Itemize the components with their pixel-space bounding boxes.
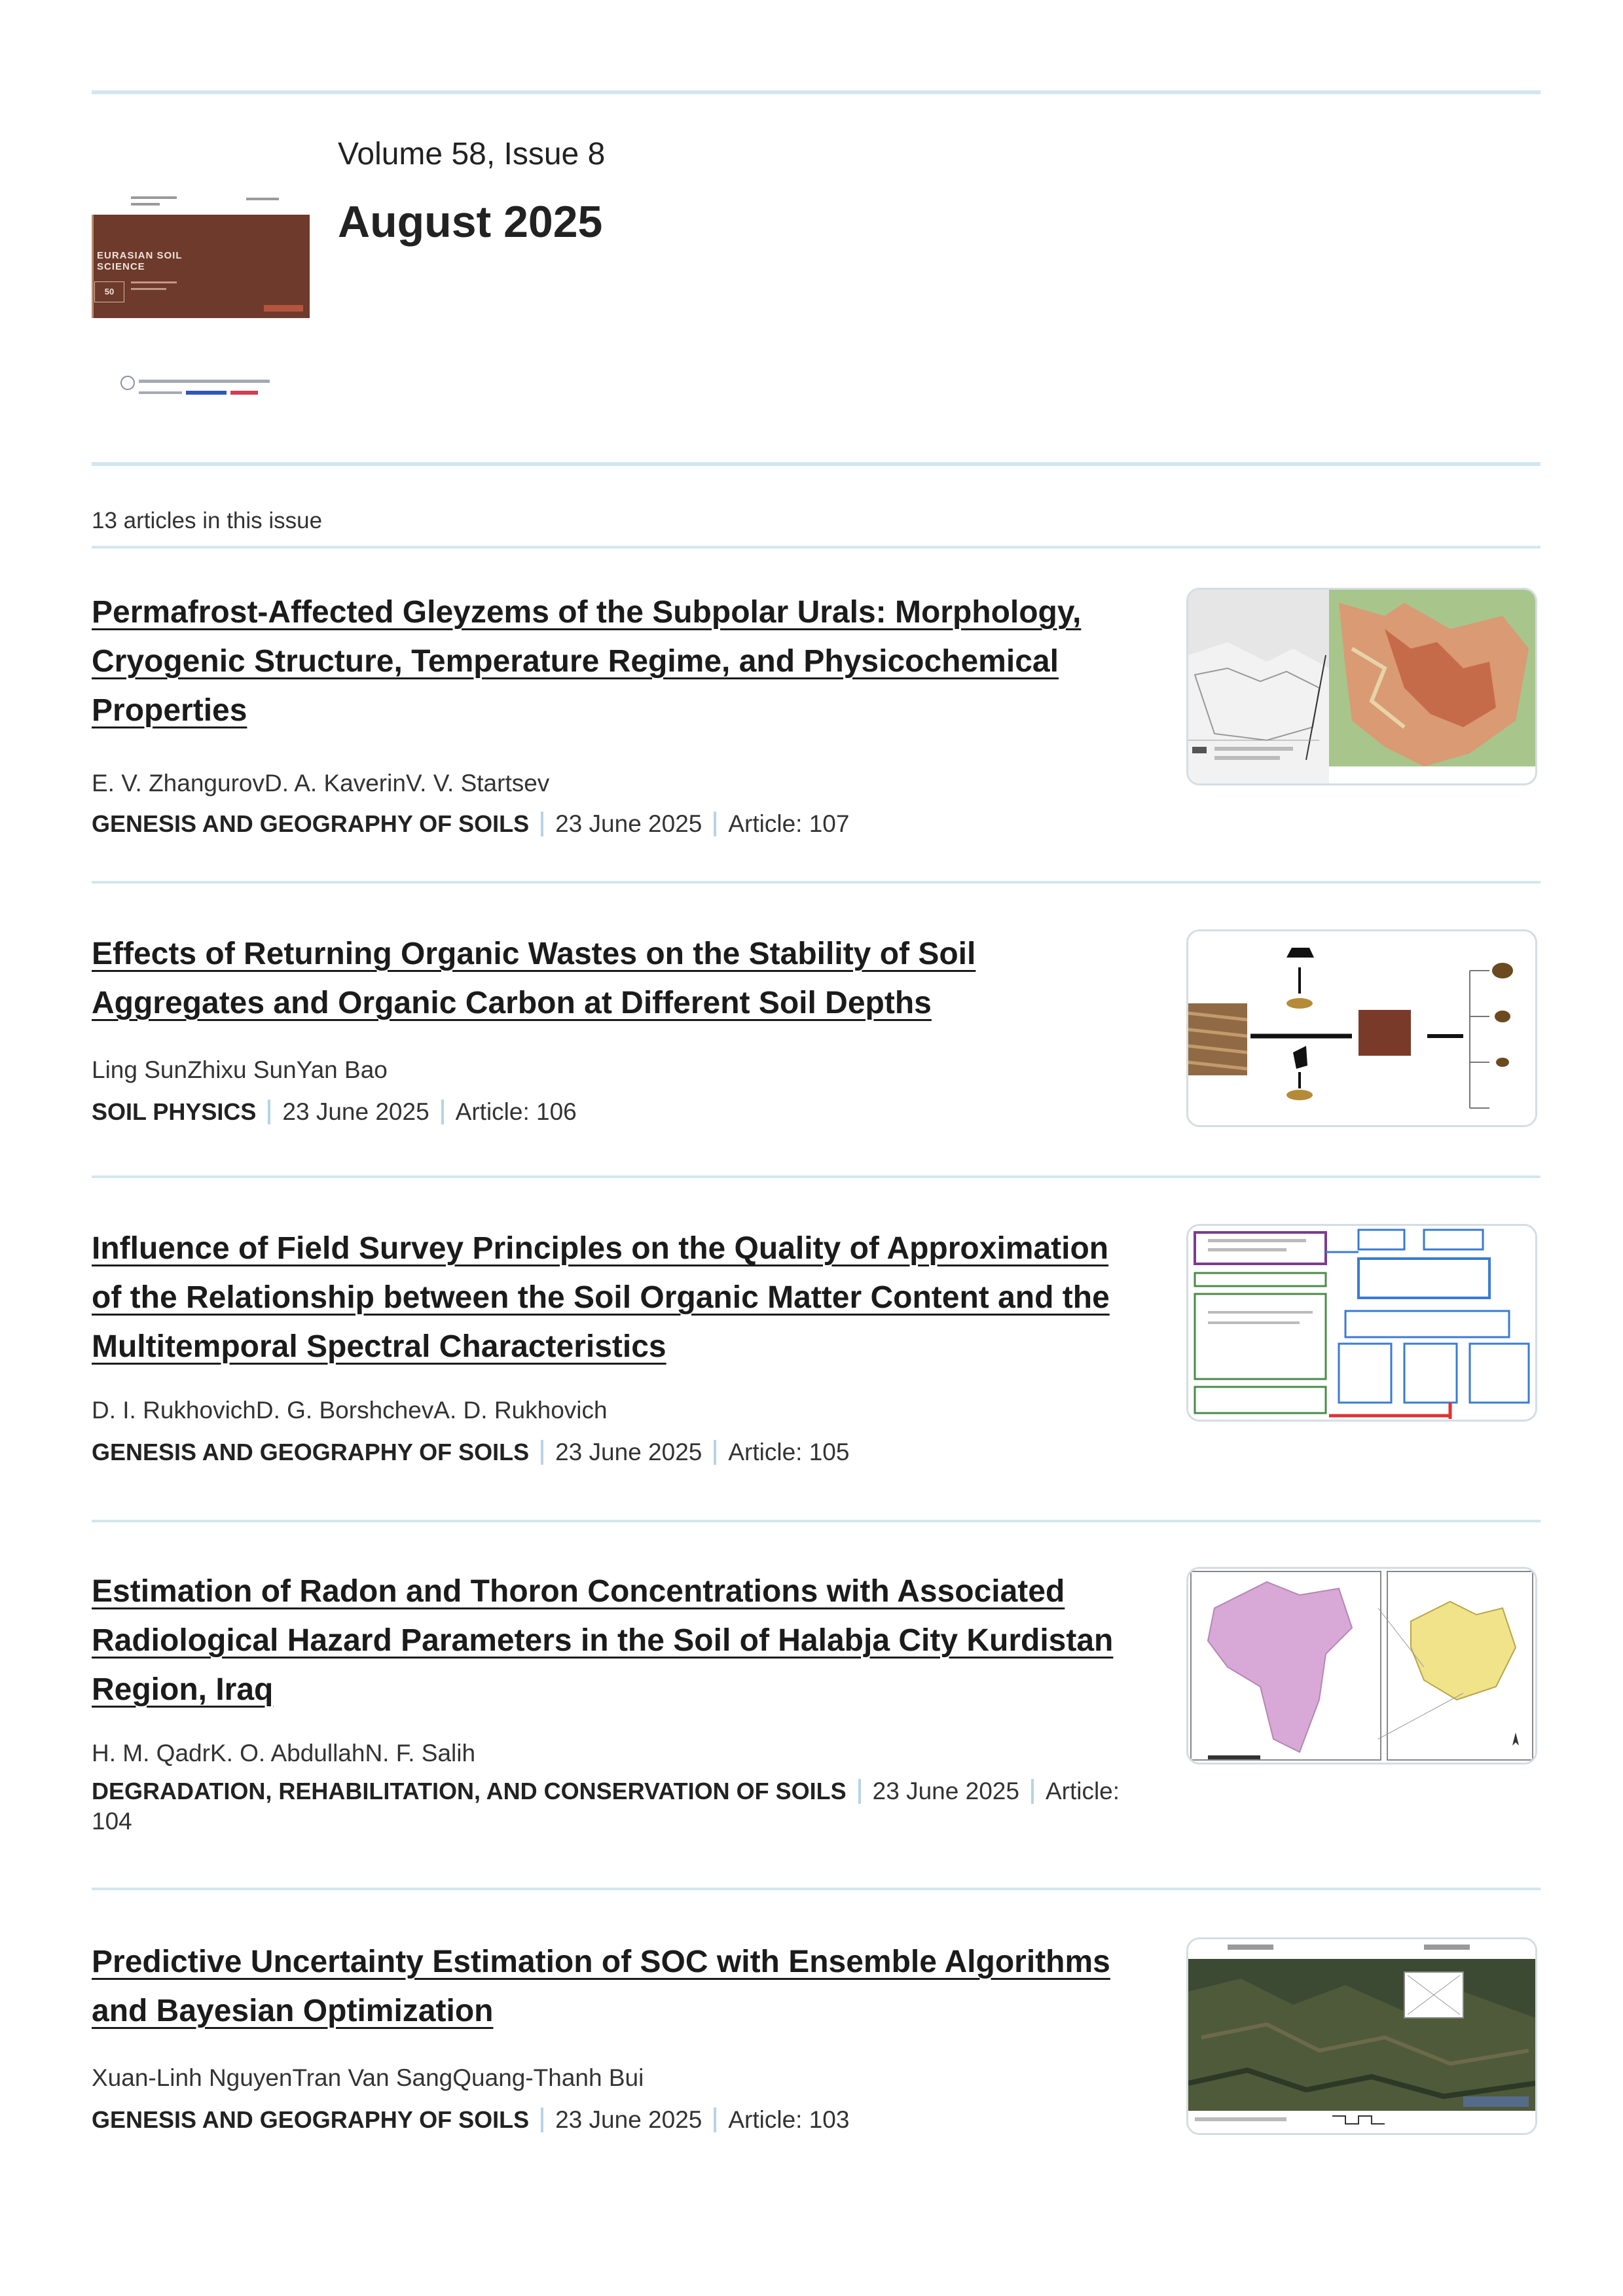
article-title-link[interactable]: Influence of Field Survey Principles on the Quality of Approximation of the Relationship between the Soil Organic Matter Content and the Multitemporal Spectral Characteristics bbox=[92, 1231, 1110, 1364]
article-meta bbox=[92, 1097, 1139, 1127]
publisher-logo bbox=[120, 372, 284, 403]
volume-issue: Volume 58, Issue 8 bbox=[338, 137, 606, 171]
article-title-link[interactable]: Effects of Returning Organic Wastes on the Stability of Soil Aggregates and Organic Carbon at Different Soil Depths bbox=[92, 937, 976, 1020]
article-title-link[interactable]: Predictive Uncertainty Estimation of SOC with Ensemble Algorithms and Bayesian Optimization bbox=[92, 1945, 1110, 2028]
article-authors: Xuan-Linh NguyenTran Van SangQuang-Thanh Bui bbox=[92, 2064, 644, 2091]
article-meta bbox=[92, 1437, 1139, 1467]
article-count: 13 articles in this issue bbox=[92, 508, 323, 533]
article-date: 23 June 2025 bbox=[555, 810, 702, 837]
article-title-link[interactable]: Estimation of Radon and Thoron Concentrations with Associated Radiological Hazard Parameters in the Soil of Halabja City Kurdistan Region, Iraq bbox=[92, 1574, 1114, 1707]
article-number: Article: 105 bbox=[728, 1439, 850, 1465]
article-title-link[interactable]: Permafrost-Affected Gleyzems of the Subpolar Urals: Morphology, Cryogenic Structure, Temperature Regime, and Physicochemical Properties bbox=[92, 595, 1082, 728]
article-category[interactable]: GENESIS AND GEOGRAPHY OF SOILS bbox=[92, 810, 530, 837]
article-number: Article: 106 bbox=[455, 1098, 577, 1125]
article-number: Article: 103 bbox=[728, 2106, 850, 2133]
article-date: 23 June 2025 bbox=[555, 1439, 702, 1465]
article-date: 23 June 2025 bbox=[555, 2106, 702, 2133]
article-authors: Ling SunZhixu SunYan Bao bbox=[92, 1056, 388, 1083]
article-thumbnail[interactable] bbox=[1186, 1937, 1537, 2135]
article-thumbnail[interactable] bbox=[1186, 929, 1537, 1127]
article-category[interactable]: GENESIS AND GEOGRAPHY OF SOILS bbox=[92, 2106, 530, 2133]
article-thumbnail[interactable] bbox=[1186, 1567, 1537, 1765]
journal-cover-image[interactable] bbox=[92, 183, 310, 318]
article-number: Article: 107 bbox=[728, 810, 850, 837]
top-divider bbox=[92, 90, 1541, 94]
article-divider bbox=[92, 1175, 1541, 1178]
article-thumbnail[interactable] bbox=[1186, 1224, 1537, 1422]
article-divider bbox=[92, 1520, 1541, 1522]
article-thumbnail[interactable] bbox=[1186, 588, 1537, 785]
article-date: 23 June 2025 bbox=[872, 1778, 1019, 1804]
article-date: 23 June 2025 bbox=[282, 1098, 429, 1125]
article-authors: D. I. RukhovichD. G. BorshchevA. D. Rukhovich bbox=[92, 1397, 608, 1424]
article-meta bbox=[92, 1776, 1139, 1837]
article-meta bbox=[92, 2105, 1139, 2135]
cover-badge: 50 bbox=[94, 281, 124, 302]
article-meta bbox=[92, 809, 1139, 839]
article-authors: H. M. QadrK. O. AbdullahN. F. Salih bbox=[92, 1740, 476, 1767]
article-divider bbox=[92, 1888, 1541, 1890]
issue-date: August 2025 bbox=[338, 197, 603, 247]
article-number: Article: 104 bbox=[92, 1778, 1120, 1835]
article-category[interactable]: DEGRADATION, REHABILITATION, AND CONSERVATION OF SOILS bbox=[92, 1778, 847, 1804]
article-authors: E. V. ZhangurovD. A. KaverinV. V. Startsev bbox=[92, 770, 550, 797]
cover-title: EURASIAN SOIL SCIENCE bbox=[97, 250, 183, 272]
article-category[interactable]: SOIL PHYSICS bbox=[92, 1098, 257, 1125]
article-divider bbox=[92, 881, 1541, 884]
header-divider bbox=[92, 462, 1541, 466]
list-divider bbox=[92, 546, 1541, 548]
article-category[interactable]: GENESIS AND GEOGRAPHY OF SOILS bbox=[92, 1439, 530, 1465]
